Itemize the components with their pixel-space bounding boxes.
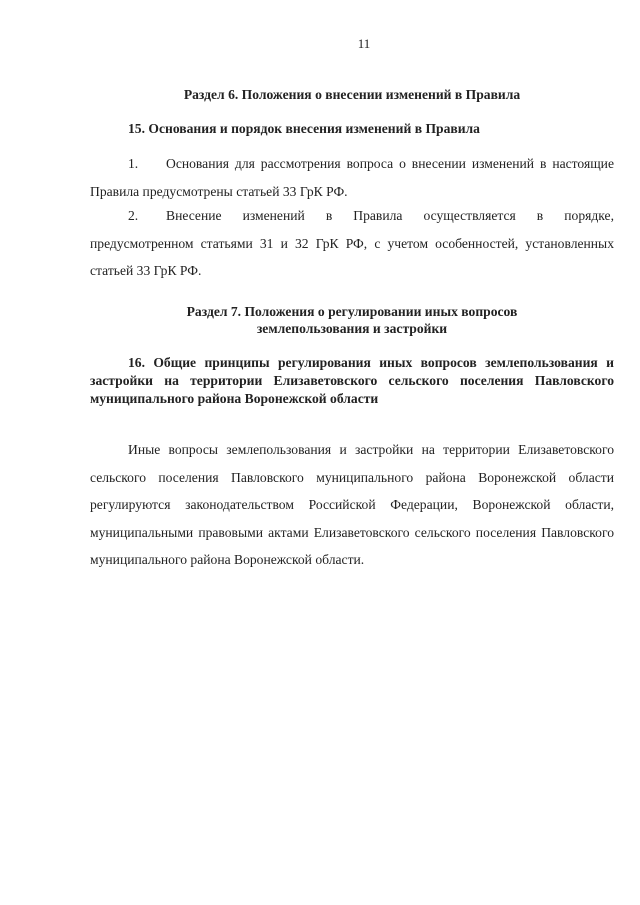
section-7-title-line-2: землепользования и застройки xyxy=(256,321,448,336)
article-15-title: 15. Основания и порядок внесения изменений в Правила xyxy=(128,121,480,136)
page-number: 11 xyxy=(357,36,371,51)
section-7-title-line-1: Раздел 7. Положения о регулировании иных вопросов xyxy=(186,304,518,319)
section-6-title: Раздел 6. Положения о внесении изменений в Правила xyxy=(183,87,521,102)
item-text: Внесение изменений в Правила осуществляется в порядке, предусмотренном статьями 31 и 32 ГрК РФ, с учетом особенностей, установленных статьей 33 ГрК РФ. xyxy=(90,208,614,278)
item-number: 1. xyxy=(128,156,139,171)
article-16-title: 16. Общие принципы регулирования иных вопросов землепользования и застройки на территории Елизаветовского сельского поселения Павловского муниципального района Воронежской области xyxy=(90,355,614,406)
article-15-item-2 xyxy=(90,202,614,285)
article-16-text: Иные вопросы землепользования и застройки на территории Елизаветовского сельского поселения Павловского муниципального района Воронежской области регулируются законодательством Российской Федерации, Воронежской области, муниципальными правовыми актами Елизаветовского сельского поселения Павловского муниципального района Воронежской области. xyxy=(90,442,614,567)
item-number: 2. xyxy=(128,208,139,223)
article-15-item-1 xyxy=(90,150,614,205)
item-text: Основания для рассмотрения вопроса о внесении изменений в настоящие Правила предусмотрены статьей 33 ГрК РФ. xyxy=(90,156,614,199)
